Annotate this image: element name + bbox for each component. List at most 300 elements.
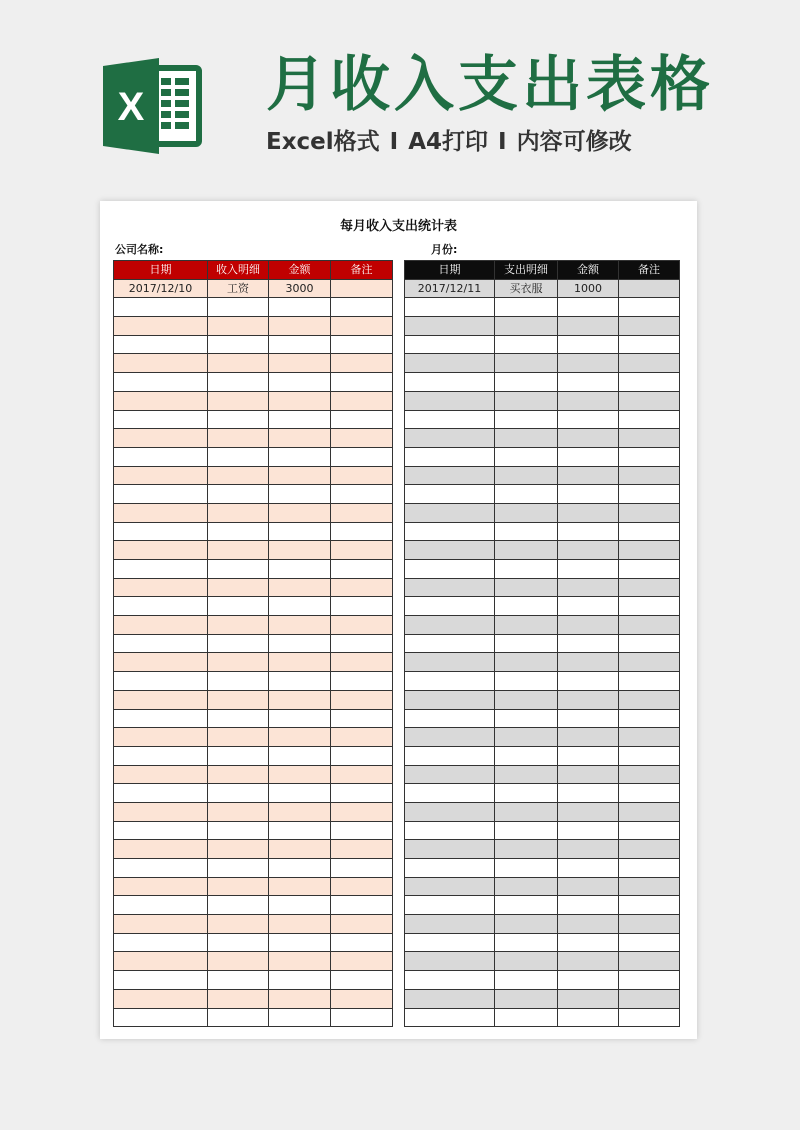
expense-cell[interactable] bbox=[405, 877, 495, 896]
income-cell[interactable] bbox=[114, 709, 208, 728]
expense-cell[interactable] bbox=[558, 503, 619, 522]
expense-cell[interactable] bbox=[495, 933, 558, 952]
income-cell[interactable] bbox=[208, 391, 269, 410]
expense-cell[interactable] bbox=[495, 728, 558, 747]
income-cell[interactable] bbox=[331, 971, 393, 990]
income-cell[interactable] bbox=[269, 485, 331, 504]
income-cell[interactable] bbox=[114, 373, 208, 392]
income-cell[interactable] bbox=[269, 634, 331, 653]
expense-cell[interactable] bbox=[405, 373, 495, 392]
income-cell[interactable] bbox=[208, 746, 269, 765]
expense-cell[interactable] bbox=[495, 560, 558, 579]
income-cell[interactable] bbox=[114, 391, 208, 410]
income-cell[interactable] bbox=[331, 634, 393, 653]
expense-cell[interactable] bbox=[558, 802, 619, 821]
income-cell[interactable] bbox=[331, 354, 393, 373]
income-cell[interactable] bbox=[208, 672, 269, 691]
expense-cell[interactable] bbox=[558, 1008, 619, 1027]
income-cell[interactable] bbox=[208, 653, 269, 672]
income-cell[interactable] bbox=[114, 317, 208, 336]
expense-cell[interactable] bbox=[558, 429, 619, 448]
expense-cell[interactable] bbox=[495, 802, 558, 821]
expense-cell[interactable] bbox=[558, 709, 619, 728]
expense-cell[interactable] bbox=[405, 821, 495, 840]
income-cell[interactable] bbox=[114, 298, 208, 317]
expense-cell[interactable] bbox=[619, 746, 680, 765]
income-cell[interactable] bbox=[269, 672, 331, 691]
income-cell[interactable] bbox=[331, 335, 393, 354]
expense-cell[interactable] bbox=[558, 597, 619, 616]
income-cell[interactable] bbox=[269, 503, 331, 522]
expense-cell[interactable] bbox=[405, 728, 495, 747]
income-cell[interactable] bbox=[208, 317, 269, 336]
expense-cell[interactable] bbox=[558, 410, 619, 429]
income-cell[interactable] bbox=[208, 578, 269, 597]
expense-cell[interactable] bbox=[405, 933, 495, 952]
expense-cell[interactable] bbox=[495, 746, 558, 765]
expense-cell[interactable] bbox=[558, 354, 619, 373]
expense-cell[interactable] bbox=[558, 952, 619, 971]
income-cell[interactable] bbox=[208, 802, 269, 821]
income-cell[interactable] bbox=[208, 354, 269, 373]
income-cell[interactable] bbox=[331, 840, 393, 859]
income-cell[interactable] bbox=[269, 522, 331, 541]
income-cell[interactable] bbox=[331, 672, 393, 691]
expense-cell[interactable] bbox=[495, 354, 558, 373]
income-cell[interactable] bbox=[114, 335, 208, 354]
expense-cell[interactable] bbox=[619, 522, 680, 541]
expense-cell[interactable] bbox=[495, 466, 558, 485]
income-cell[interactable] bbox=[114, 877, 208, 896]
income-cell[interactable] bbox=[269, 859, 331, 878]
income-cell[interactable] bbox=[331, 690, 393, 709]
expense-cell[interactable] bbox=[558, 391, 619, 410]
income-cell[interactable] bbox=[269, 690, 331, 709]
income-cell[interactable] bbox=[208, 765, 269, 784]
expense-cell[interactable] bbox=[619, 410, 680, 429]
income-cell[interactable] bbox=[208, 690, 269, 709]
income-cell[interactable] bbox=[269, 989, 331, 1008]
income-cell[interactable] bbox=[114, 466, 208, 485]
expense-cell[interactable] bbox=[619, 859, 680, 878]
expense-cell[interactable] bbox=[405, 765, 495, 784]
expense-cell[interactable] bbox=[495, 298, 558, 317]
expense-cell[interactable] bbox=[558, 877, 619, 896]
expense-cell[interactable] bbox=[405, 391, 495, 410]
expense-cell[interactable]: 买衣服 bbox=[495, 279, 558, 298]
expense-cell[interactable] bbox=[495, 896, 558, 915]
expense-cell[interactable] bbox=[619, 653, 680, 672]
income-cell[interactable] bbox=[114, 672, 208, 691]
expense-cell[interactable] bbox=[405, 840, 495, 859]
expense-cell[interactable] bbox=[495, 765, 558, 784]
expense-cell[interactable] bbox=[558, 522, 619, 541]
expense-cell[interactable] bbox=[405, 578, 495, 597]
expense-cell[interactable] bbox=[619, 989, 680, 1008]
expense-cell[interactable] bbox=[405, 447, 495, 466]
expense-cell[interactable] bbox=[558, 634, 619, 653]
income-cell[interactable] bbox=[114, 821, 208, 840]
income-cell[interactable] bbox=[331, 578, 393, 597]
income-cell[interactable] bbox=[331, 746, 393, 765]
expense-cell[interactable] bbox=[405, 560, 495, 579]
expense-cell[interactable] bbox=[619, 335, 680, 354]
income-cell[interactable] bbox=[331, 802, 393, 821]
income-cell[interactable] bbox=[114, 560, 208, 579]
expense-cell[interactable] bbox=[405, 503, 495, 522]
expense-cell[interactable] bbox=[619, 821, 680, 840]
income-cell[interactable] bbox=[269, 802, 331, 821]
expense-cell[interactable] bbox=[405, 672, 495, 691]
income-cell[interactable] bbox=[269, 746, 331, 765]
expense-cell[interactable] bbox=[619, 578, 680, 597]
income-cell[interactable] bbox=[269, 410, 331, 429]
income-cell[interactable] bbox=[114, 653, 208, 672]
expense-cell[interactable] bbox=[405, 335, 495, 354]
expense-cell[interactable] bbox=[558, 578, 619, 597]
income-cell[interactable] bbox=[114, 447, 208, 466]
income-cell[interactable] bbox=[269, 653, 331, 672]
income-cell[interactable] bbox=[114, 728, 208, 747]
income-cell[interactable] bbox=[114, 578, 208, 597]
income-cell[interactable] bbox=[331, 896, 393, 915]
expense-cell[interactable] bbox=[558, 840, 619, 859]
income-cell[interactable] bbox=[114, 541, 208, 560]
expense-cell[interactable] bbox=[495, 709, 558, 728]
expense-cell[interactable] bbox=[619, 560, 680, 579]
income-cell[interactable] bbox=[269, 728, 331, 747]
expense-cell[interactable] bbox=[495, 541, 558, 560]
income-cell[interactable]: 2017/12/10 bbox=[114, 279, 208, 298]
income-cell[interactable] bbox=[208, 597, 269, 616]
expense-cell[interactable] bbox=[405, 653, 495, 672]
income-cell[interactable] bbox=[208, 933, 269, 952]
income-cell[interactable] bbox=[114, 746, 208, 765]
income-cell[interactable] bbox=[269, 784, 331, 803]
income-cell[interactable] bbox=[331, 485, 393, 504]
expense-cell[interactable] bbox=[558, 915, 619, 934]
income-cell[interactable] bbox=[269, 317, 331, 336]
income-cell[interactable] bbox=[269, 391, 331, 410]
income-cell[interactable] bbox=[331, 933, 393, 952]
income-cell[interactable] bbox=[114, 915, 208, 934]
income-cell[interactable] bbox=[208, 410, 269, 429]
income-cell[interactable] bbox=[208, 485, 269, 504]
expense-cell[interactable] bbox=[619, 354, 680, 373]
expense-cell[interactable] bbox=[558, 690, 619, 709]
income-cell[interactable] bbox=[331, 541, 393, 560]
income-cell[interactable] bbox=[269, 447, 331, 466]
expense-cell[interactable] bbox=[558, 765, 619, 784]
expense-cell[interactable] bbox=[558, 317, 619, 336]
expense-cell[interactable] bbox=[619, 541, 680, 560]
expense-cell[interactable] bbox=[558, 541, 619, 560]
income-cell[interactable] bbox=[114, 485, 208, 504]
expense-cell[interactable] bbox=[619, 466, 680, 485]
income-cell[interactable] bbox=[269, 821, 331, 840]
expense-cell[interactable] bbox=[619, 298, 680, 317]
expense-cell[interactable] bbox=[495, 634, 558, 653]
expense-cell[interactable] bbox=[405, 915, 495, 934]
expense-cell[interactable] bbox=[405, 709, 495, 728]
income-cell[interactable] bbox=[114, 952, 208, 971]
income-cell[interactable] bbox=[208, 447, 269, 466]
expense-cell[interactable] bbox=[558, 896, 619, 915]
expense-cell[interactable] bbox=[405, 746, 495, 765]
income-cell[interactable] bbox=[269, 298, 331, 317]
income-cell[interactable] bbox=[208, 522, 269, 541]
expense-cell[interactable] bbox=[495, 877, 558, 896]
expense-cell[interactable] bbox=[619, 971, 680, 990]
expense-cell[interactable] bbox=[405, 616, 495, 635]
expense-cell[interactable] bbox=[558, 784, 619, 803]
expense-cell[interactable] bbox=[405, 522, 495, 541]
expense-cell[interactable] bbox=[405, 971, 495, 990]
income-cell[interactable] bbox=[208, 971, 269, 990]
expense-cell[interactable] bbox=[405, 317, 495, 336]
expense-cell[interactable] bbox=[495, 653, 558, 672]
expense-cell[interactable] bbox=[405, 802, 495, 821]
income-cell[interactable] bbox=[208, 728, 269, 747]
expense-cell[interactable] bbox=[558, 653, 619, 672]
income-cell[interactable] bbox=[208, 1008, 269, 1027]
income-cell[interactable] bbox=[114, 784, 208, 803]
expense-cell[interactable] bbox=[619, 391, 680, 410]
expense-cell[interactable] bbox=[619, 503, 680, 522]
expense-cell[interactable] bbox=[558, 560, 619, 579]
expense-cell[interactable] bbox=[405, 1008, 495, 1027]
income-cell[interactable] bbox=[331, 784, 393, 803]
expense-cell[interactable] bbox=[619, 728, 680, 747]
expense-cell[interactable] bbox=[558, 447, 619, 466]
income-cell[interactable] bbox=[208, 373, 269, 392]
expense-cell[interactable] bbox=[558, 616, 619, 635]
expense-cell[interactable] bbox=[495, 578, 558, 597]
expense-cell[interactable] bbox=[495, 952, 558, 971]
income-cell[interactable] bbox=[269, 896, 331, 915]
income-cell[interactable] bbox=[269, 597, 331, 616]
income-cell[interactable] bbox=[331, 447, 393, 466]
expense-cell[interactable] bbox=[619, 634, 680, 653]
income-cell[interactable] bbox=[331, 1008, 393, 1027]
income-cell[interactable] bbox=[208, 821, 269, 840]
income-cell[interactable] bbox=[114, 634, 208, 653]
income-cell[interactable] bbox=[208, 634, 269, 653]
income-cell[interactable] bbox=[114, 1008, 208, 1027]
expense-cell[interactable]: 2017/12/11 bbox=[405, 279, 495, 298]
expense-cell[interactable] bbox=[619, 896, 680, 915]
expense-cell[interactable] bbox=[558, 989, 619, 1008]
income-cell[interactable] bbox=[331, 373, 393, 392]
income-cell[interactable] bbox=[208, 952, 269, 971]
expense-cell[interactable] bbox=[619, 765, 680, 784]
income-cell[interactable] bbox=[331, 410, 393, 429]
expense-cell[interactable] bbox=[405, 298, 495, 317]
expense-cell[interactable] bbox=[495, 840, 558, 859]
income-cell[interactable] bbox=[331, 821, 393, 840]
expense-cell[interactable] bbox=[619, 447, 680, 466]
income-cell[interactable] bbox=[114, 616, 208, 635]
income-cell[interactable] bbox=[114, 840, 208, 859]
income-cell[interactable] bbox=[208, 335, 269, 354]
income-cell[interactable] bbox=[331, 503, 393, 522]
expense-cell[interactable] bbox=[619, 690, 680, 709]
expense-cell[interactable] bbox=[619, 952, 680, 971]
income-cell[interactable] bbox=[114, 989, 208, 1008]
expense-cell[interactable] bbox=[619, 840, 680, 859]
income-cell[interactable] bbox=[269, 354, 331, 373]
expense-cell[interactable] bbox=[405, 429, 495, 448]
income-cell[interactable] bbox=[331, 915, 393, 934]
income-cell[interactable] bbox=[269, 466, 331, 485]
income-cell[interactable] bbox=[331, 877, 393, 896]
expense-cell[interactable] bbox=[495, 971, 558, 990]
income-cell[interactable] bbox=[208, 466, 269, 485]
income-cell[interactable] bbox=[331, 952, 393, 971]
expense-cell[interactable] bbox=[558, 672, 619, 691]
expense-cell[interactable] bbox=[619, 373, 680, 392]
expense-cell[interactable] bbox=[558, 373, 619, 392]
expense-cell[interactable] bbox=[558, 746, 619, 765]
expense-cell[interactable] bbox=[405, 896, 495, 915]
income-cell[interactable] bbox=[208, 784, 269, 803]
income-cell[interactable] bbox=[208, 877, 269, 896]
income-cell[interactable] bbox=[208, 429, 269, 448]
income-cell[interactable] bbox=[114, 933, 208, 952]
income-cell[interactable] bbox=[114, 597, 208, 616]
expense-cell[interactable] bbox=[619, 709, 680, 728]
income-cell[interactable] bbox=[114, 690, 208, 709]
income-cell[interactable] bbox=[331, 279, 393, 298]
expense-cell[interactable] bbox=[619, 933, 680, 952]
expense-cell[interactable] bbox=[558, 298, 619, 317]
income-cell[interactable] bbox=[208, 896, 269, 915]
income-cell[interactable] bbox=[269, 578, 331, 597]
income-cell[interactable] bbox=[208, 915, 269, 934]
expense-cell[interactable] bbox=[405, 354, 495, 373]
expense-cell[interactable] bbox=[405, 989, 495, 1008]
expense-cell[interactable] bbox=[619, 485, 680, 504]
expense-cell[interactable] bbox=[558, 466, 619, 485]
income-cell[interactable] bbox=[331, 989, 393, 1008]
income-cell[interactable] bbox=[269, 1008, 331, 1027]
expense-cell[interactable] bbox=[495, 989, 558, 1008]
expense-cell[interactable] bbox=[495, 447, 558, 466]
expense-cell[interactable] bbox=[558, 728, 619, 747]
expense-cell[interactable] bbox=[495, 503, 558, 522]
income-cell[interactable] bbox=[114, 859, 208, 878]
income-cell[interactable] bbox=[331, 560, 393, 579]
income-cell[interactable] bbox=[331, 298, 393, 317]
expense-cell[interactable] bbox=[405, 690, 495, 709]
expense-cell[interactable] bbox=[495, 317, 558, 336]
expense-cell[interactable] bbox=[495, 915, 558, 934]
expense-cell[interactable] bbox=[405, 410, 495, 429]
income-cell[interactable] bbox=[114, 429, 208, 448]
expense-cell[interactable] bbox=[495, 522, 558, 541]
income-cell[interactable] bbox=[269, 877, 331, 896]
expense-cell[interactable] bbox=[495, 616, 558, 635]
income-cell[interactable] bbox=[269, 840, 331, 859]
expense-cell[interactable] bbox=[405, 466, 495, 485]
expense-cell[interactable] bbox=[619, 784, 680, 803]
income-cell[interactable] bbox=[269, 429, 331, 448]
income-cell[interactable] bbox=[208, 709, 269, 728]
expense-cell[interactable] bbox=[495, 672, 558, 691]
income-cell[interactable] bbox=[331, 765, 393, 784]
expense-cell[interactable] bbox=[405, 541, 495, 560]
income-cell[interactable] bbox=[114, 802, 208, 821]
expense-cell[interactable] bbox=[405, 485, 495, 504]
income-cell[interactable] bbox=[114, 503, 208, 522]
expense-cell[interactable] bbox=[495, 784, 558, 803]
expense-cell[interactable] bbox=[619, 802, 680, 821]
expense-cell[interactable] bbox=[558, 335, 619, 354]
expense-cell[interactable] bbox=[495, 391, 558, 410]
expense-cell[interactable] bbox=[495, 1008, 558, 1027]
income-cell[interactable] bbox=[208, 840, 269, 859]
income-cell[interactable] bbox=[208, 859, 269, 878]
expense-cell[interactable] bbox=[495, 373, 558, 392]
income-cell[interactable] bbox=[114, 896, 208, 915]
expense-cell[interactable] bbox=[619, 672, 680, 691]
income-cell[interactable] bbox=[331, 429, 393, 448]
expense-cell[interactable] bbox=[405, 597, 495, 616]
expense-cell[interactable] bbox=[619, 279, 680, 298]
income-cell[interactable] bbox=[269, 765, 331, 784]
expense-cell[interactable] bbox=[495, 485, 558, 504]
income-cell[interactable] bbox=[114, 522, 208, 541]
expense-cell[interactable] bbox=[495, 597, 558, 616]
income-cell[interactable] bbox=[208, 560, 269, 579]
income-cell[interactable] bbox=[331, 653, 393, 672]
income-cell[interactable] bbox=[331, 317, 393, 336]
expense-cell[interactable] bbox=[558, 821, 619, 840]
expense-cell[interactable] bbox=[495, 821, 558, 840]
income-cell[interactable] bbox=[208, 616, 269, 635]
income-cell[interactable] bbox=[331, 859, 393, 878]
income-cell[interactable] bbox=[114, 765, 208, 784]
income-cell[interactable]: 工资 bbox=[208, 279, 269, 298]
income-cell[interactable] bbox=[269, 616, 331, 635]
expense-cell[interactable] bbox=[405, 784, 495, 803]
expense-cell[interactable] bbox=[619, 1008, 680, 1027]
expense-cell[interactable] bbox=[619, 915, 680, 934]
income-cell[interactable] bbox=[331, 709, 393, 728]
expense-cell[interactable] bbox=[619, 597, 680, 616]
expense-cell[interactable] bbox=[495, 429, 558, 448]
expense-cell[interactable] bbox=[558, 859, 619, 878]
expense-cell[interactable] bbox=[495, 859, 558, 878]
income-cell[interactable] bbox=[269, 560, 331, 579]
income-cell[interactable] bbox=[208, 989, 269, 1008]
income-cell[interactable] bbox=[331, 466, 393, 485]
income-cell[interactable] bbox=[269, 541, 331, 560]
income-cell[interactable] bbox=[331, 616, 393, 635]
income-cell[interactable] bbox=[331, 728, 393, 747]
expense-cell[interactable] bbox=[619, 877, 680, 896]
income-cell[interactable] bbox=[269, 933, 331, 952]
income-cell[interactable] bbox=[208, 298, 269, 317]
expense-cell[interactable]: 1000 bbox=[558, 279, 619, 298]
income-cell[interactable] bbox=[114, 354, 208, 373]
expense-cell[interactable] bbox=[495, 335, 558, 354]
income-cell[interactable] bbox=[269, 709, 331, 728]
income-cell[interactable] bbox=[269, 971, 331, 990]
income-cell[interactable] bbox=[208, 503, 269, 522]
expense-cell[interactable] bbox=[558, 485, 619, 504]
income-cell[interactable] bbox=[269, 952, 331, 971]
